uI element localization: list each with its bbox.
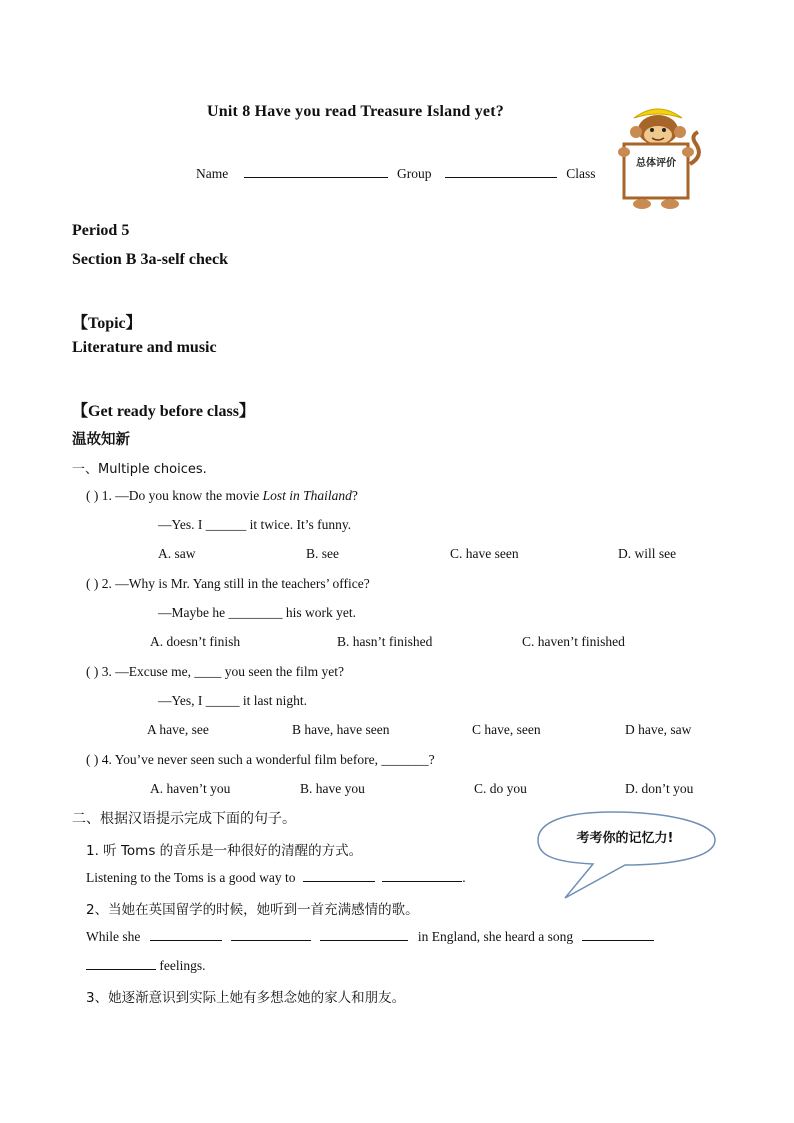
question-1	[86, 488, 358, 504]
item-1-english	[86, 869, 466, 886]
movie-title: Lost in Thailand	[262, 488, 352, 503]
q2-option-b[interactable]: B. hasn’t finished	[337, 634, 433, 649]
item-2-english-line2	[86, 957, 206, 974]
topic-heading: 【Topic】	[72, 315, 142, 332]
review-label: 温故知新	[72, 432, 130, 448]
q1-option-b[interactable]: B. see	[306, 546, 339, 561]
item-1-chinese: 1. 听 Toms 的音乐是一种很好的清醒的方式。	[86, 843, 363, 859]
q2-option-c[interactable]: C. haven’t finished	[522, 634, 625, 649]
part1-heading-text: 一、Multiple choices.	[72, 462, 207, 477]
ready-heading: 【Get ready before class】	[72, 403, 255, 420]
group-blank[interactable]	[445, 165, 557, 178]
item-2-text-b: in England, she heard a song	[417, 929, 574, 944]
item-1-blank-2[interactable]	[382, 869, 462, 882]
q4-option-a[interactable]: A. haven’t you	[150, 781, 231, 796]
item-2-chinese: 2、当她在英国留学的时候，她听到一首充满感情的歌。	[86, 902, 419, 918]
question-1-stem: ( ) 1. —Do you know the movie	[86, 488, 260, 503]
q1-option-a[interactable]: A. saw	[158, 546, 196, 561]
q3-option-b[interactable]: B have, have seen	[292, 722, 390, 737]
question-2-reply: —Maybe he ________ his work yet.	[158, 605, 356, 620]
name-label: Name	[196, 166, 229, 181]
question-3: ( ) 3. —Excuse me, ____ you seen the film yet?	[86, 664, 344, 679]
question-1-end: ?	[351, 488, 358, 503]
page-title: Unit 8 Have you read Treasure Island yet?	[207, 103, 504, 120]
badge-text: 总体评价	[636, 158, 676, 169]
item-2-blank-2[interactable]	[231, 928, 311, 941]
item-2-text-a: While she	[86, 929, 141, 944]
item-1-text: Listening to the Toms is a good way to	[86, 870, 296, 885]
topic-text: Literature and music	[72, 339, 217, 356]
item-3-chinese: 3、她逐渐意识到实际上她有多想念她的家人和朋友。	[86, 990, 406, 1006]
item-2-blank-4[interactable]	[582, 928, 654, 941]
group-label: Group	[396, 166, 432, 181]
monkey-evaluation-badge-icon	[612, 104, 704, 212]
period-label: Period 5	[72, 222, 130, 239]
part1-heading	[72, 458, 207, 477]
name-blank[interactable]	[244, 165, 388, 178]
item-2-text-c: feelings.	[159, 958, 206, 973]
q4-option-c[interactable]: C. do you	[474, 781, 527, 796]
q4-option-d[interactable]: D. don’t you	[625, 781, 694, 796]
class-label: Class	[566, 166, 596, 181]
question-3-reply: —Yes, I _____ it last night.	[158, 693, 308, 708]
name-field-row	[196, 165, 596, 182]
part2-heading: 二、根据汉语提示完成下面的句子。	[72, 811, 296, 827]
q1-option-d[interactable]: D. will see	[618, 546, 677, 561]
question-2: ( ) 2. —Why is Mr. Yang still in the teachers’ office?	[86, 576, 370, 591]
q2-option-a[interactable]: A. doesn’t finish	[150, 634, 241, 649]
q4-option-b[interactable]: B. have you	[300, 781, 365, 796]
bubble-text: 考考你的记忆力!	[576, 831, 674, 846]
q3-option-d[interactable]: D have, saw	[625, 722, 692, 737]
speech-bubble	[505, 810, 720, 910]
item-2-blank-5[interactable]	[86, 957, 156, 970]
item-2-blank-1[interactable]	[150, 928, 222, 941]
q1-option-c[interactable]: C. have seen	[450, 546, 519, 561]
item-1-end: .	[462, 870, 466, 885]
q3-option-c[interactable]: C have, seen	[472, 722, 541, 737]
q3-option-a[interactable]: A have, see	[147, 722, 209, 737]
section-label: Section B 3a-self check	[72, 251, 228, 268]
question-1-reply: —Yes. I ______ it twice. It’s funny.	[158, 517, 352, 532]
item-2-english	[86, 928, 654, 945]
item-2-blank-3[interactable]	[320, 928, 408, 941]
item-1-blank-1[interactable]	[303, 869, 375, 882]
question-4: ( ) 4. You’ve never seen such a wonderful film before, _______?	[86, 752, 435, 767]
